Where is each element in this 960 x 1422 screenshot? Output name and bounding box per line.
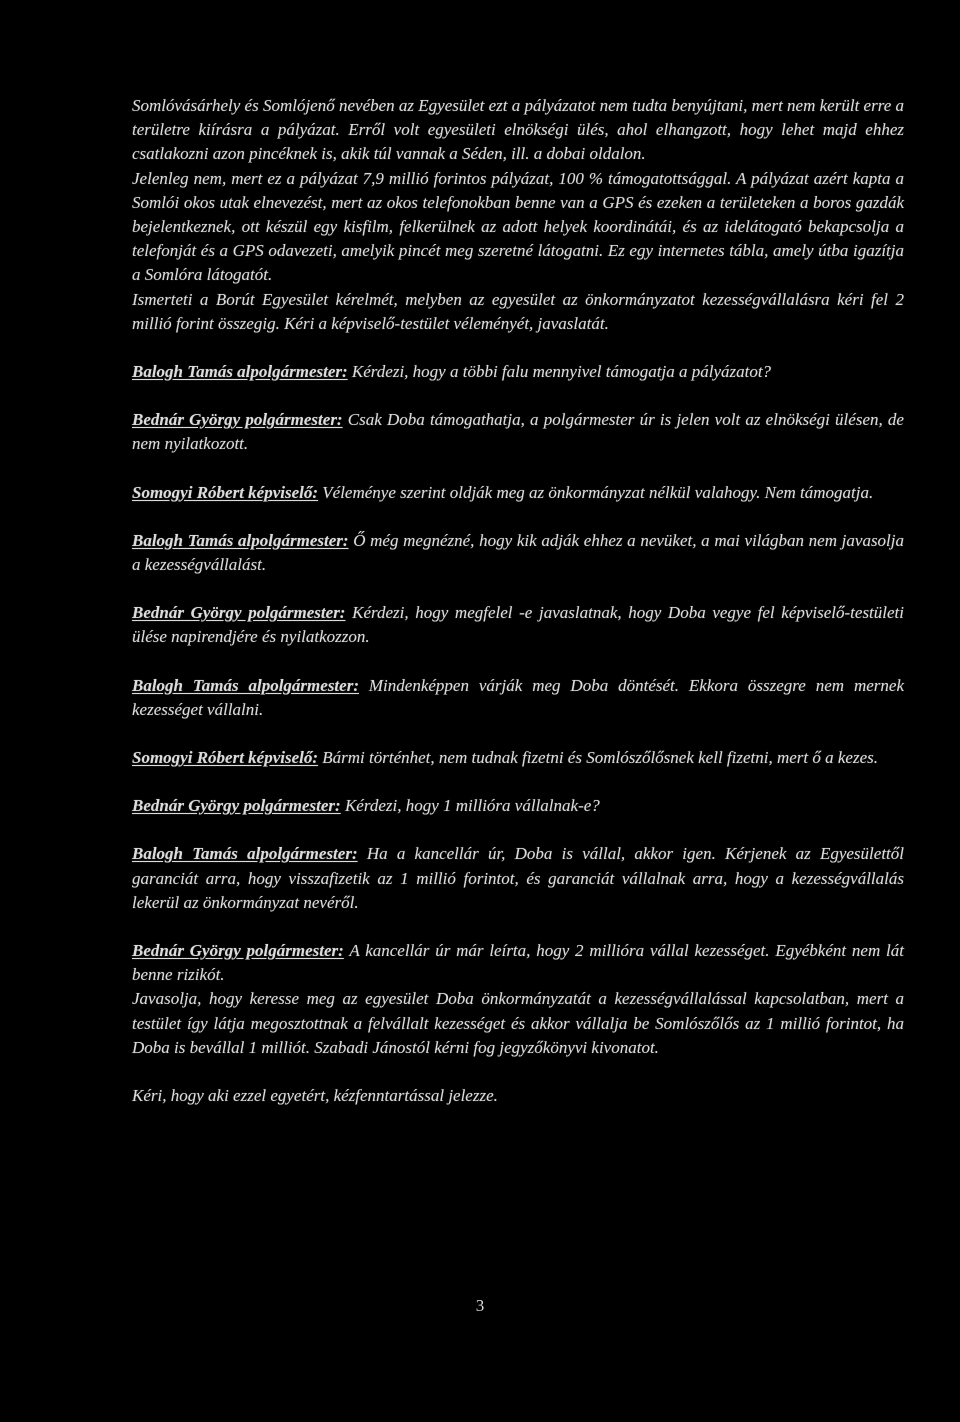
spacer: [132, 650, 904, 674]
page-number: 3: [475, 1296, 485, 1315]
speaker-name: Balogh Tamás alpolgármester:: [132, 675, 359, 695]
speaker-name: Bednár György polgármester:: [132, 796, 341, 816]
speaker-name: Bednár György polgármester:: [132, 941, 344, 961]
speech-text: Ha a kancellár úr, Doba is vállal, akkor igen. Kérjenek az Egyesülettől garanciát arra, hogy visszafizetik az 1 millió forintot, és garanciát vállalnak arra, hogy a kezességvállalás lekerül az önkormányzat nevéről.: [132, 844, 904, 912]
closing-proposal: Javasolja, hogy keresse meg az egyesület Doba önkormányzatát a kezességvállalással kapcsolatban, mert a testület így látja megosztottnak a felvállalt kezességet és akkor vállalja be Somlószőlős az 1 millió forintot, ha Doba is bevállal 1 milliót. Szabadi Jánostól kérni fog jegyzőkönyvi kivonatot.: [132, 989, 904, 1057]
spacer: [132, 457, 904, 481]
paragraph-intro: Somlóvásárhely és Somlójenő nevében az Egyesület ezt a pályázatot nem tudta benyújtani, mert nem került erre a területre kiírásra a pályázat. Erről volt egyesületi elnökségi ülés, ahol elhangzott, hogy lehet majd ehhez csatlakozni azon pincéknek is, akik túl vannak a Séden, ill. a dobai oldalon.: [132, 96, 904, 164]
closing-exchange: [132, 939, 904, 987]
spacer: [132, 505, 904, 529]
paragraph-request: Ismerteti a Borút Egyesület kérelmét, melyben az egyesület az önkormányzatot kezességvállalásra kéri fel 2 millió forint összegig. Kéri a képviselő-testület véleményét, javaslatát.: [132, 289, 904, 333]
exchange-9: [132, 842, 904, 915]
spacer: [132, 915, 904, 939]
speaker-name: Balogh Tamás alpolgármester:: [132, 362, 348, 382]
speaker-name: Somogyi Róbert képviselő:: [132, 482, 319, 502]
paragraph-project: Jelenleg nem, mert ez a pályázat 7,9 millió forintos pályázat, 100 % támogatottsággal. A pályázat azért kapta a Somlói okos utak elnevezést, mert az okos telefonokban benne van a GPS és ezeken a területeken a boros gazdák bejelentkeznek, ott készül egy kisfilm, felkerülnek az adott helyek koordinátái, és az idelátogató bekapcsolja a telefonját és a GPS odavezeti, amelyik pincét meg szeretné látogatni. Ez egy internetes tábla, amely útba igazítja a Somlóra látogatót.: [132, 168, 904, 285]
closing-vote-call: Kéri, hogy aki ezzel egyetért, kézfenntartással jelezze.: [132, 1086, 498, 1106]
speech-text: Csak Doba támogathatja, a polgármester úr is jelen volt az elnökségi ülésen, de nem nyilatkozott.: [132, 410, 904, 454]
spacer: [132, 818, 904, 842]
speaker-name: Somogyi Róbert képviselő:: [132, 748, 319, 768]
exchange-4: [132, 529, 904, 577]
spacer: [132, 336, 904, 360]
document-body: [132, 94, 904, 1108]
speech-text: Kérdezi, hogy a többi falu mennyivel támogatja a pályázatot?: [347, 362, 772, 382]
exchange-7: [132, 746, 904, 770]
exchange-8: [132, 794, 904, 818]
spacer: [132, 384, 904, 408]
speech-text: Kérdezi, hogy 1 millióra vállalnak-e?: [340, 796, 600, 816]
speech-text: A kancellár úr már leírta, hogy 2 millióra vállal kezességet. Egyébként nem lát benne rizikót.: [132, 941, 904, 985]
speaker-name: Balogh Tamás alpolgármester:: [132, 530, 349, 550]
spacer: [132, 1060, 904, 1084]
speech-text: Véleménye szerint oldják meg az önkormányzat nélkül valahogy. Nem támogatja.: [318, 482, 874, 502]
speech-text: Ő még megnézné, hogy kik adják ehhez a nevüket, a mai világban nem javasolja a kezességvállalást.: [132, 530, 905, 575]
spacer: [132, 722, 904, 746]
exchange-2: [132, 408, 904, 456]
spacer: [132, 577, 904, 601]
exchange-1: [132, 360, 904, 384]
exchange-5: [132, 601, 904, 649]
speech-text: Mindenképpen várják meg Doba döntését. Ekkora összegre nem mernek kezességet vállalni.: [132, 675, 904, 719]
speaker-name: Balogh Tamás alpolgármester:: [132, 844, 358, 864]
speech-text: Kérdezi, hogy megfelel -e javaslatnak, hogy Doba vegye fel képviselő-testületi ülése napirendjére és nyilatkozzon.: [132, 603, 904, 647]
spacer: [132, 770, 904, 794]
speech-text: Bármi történhet, nem tudnak fizetni és Somlószőlősnek kell fizetni, mert ő a kezes.: [318, 748, 878, 768]
speaker-name: Bednár György polgármester:: [132, 410, 343, 430]
speaker-name: Bednár György polgármester:: [132, 603, 346, 623]
exchange-3: [132, 481, 904, 505]
exchange-6: [132, 674, 904, 722]
